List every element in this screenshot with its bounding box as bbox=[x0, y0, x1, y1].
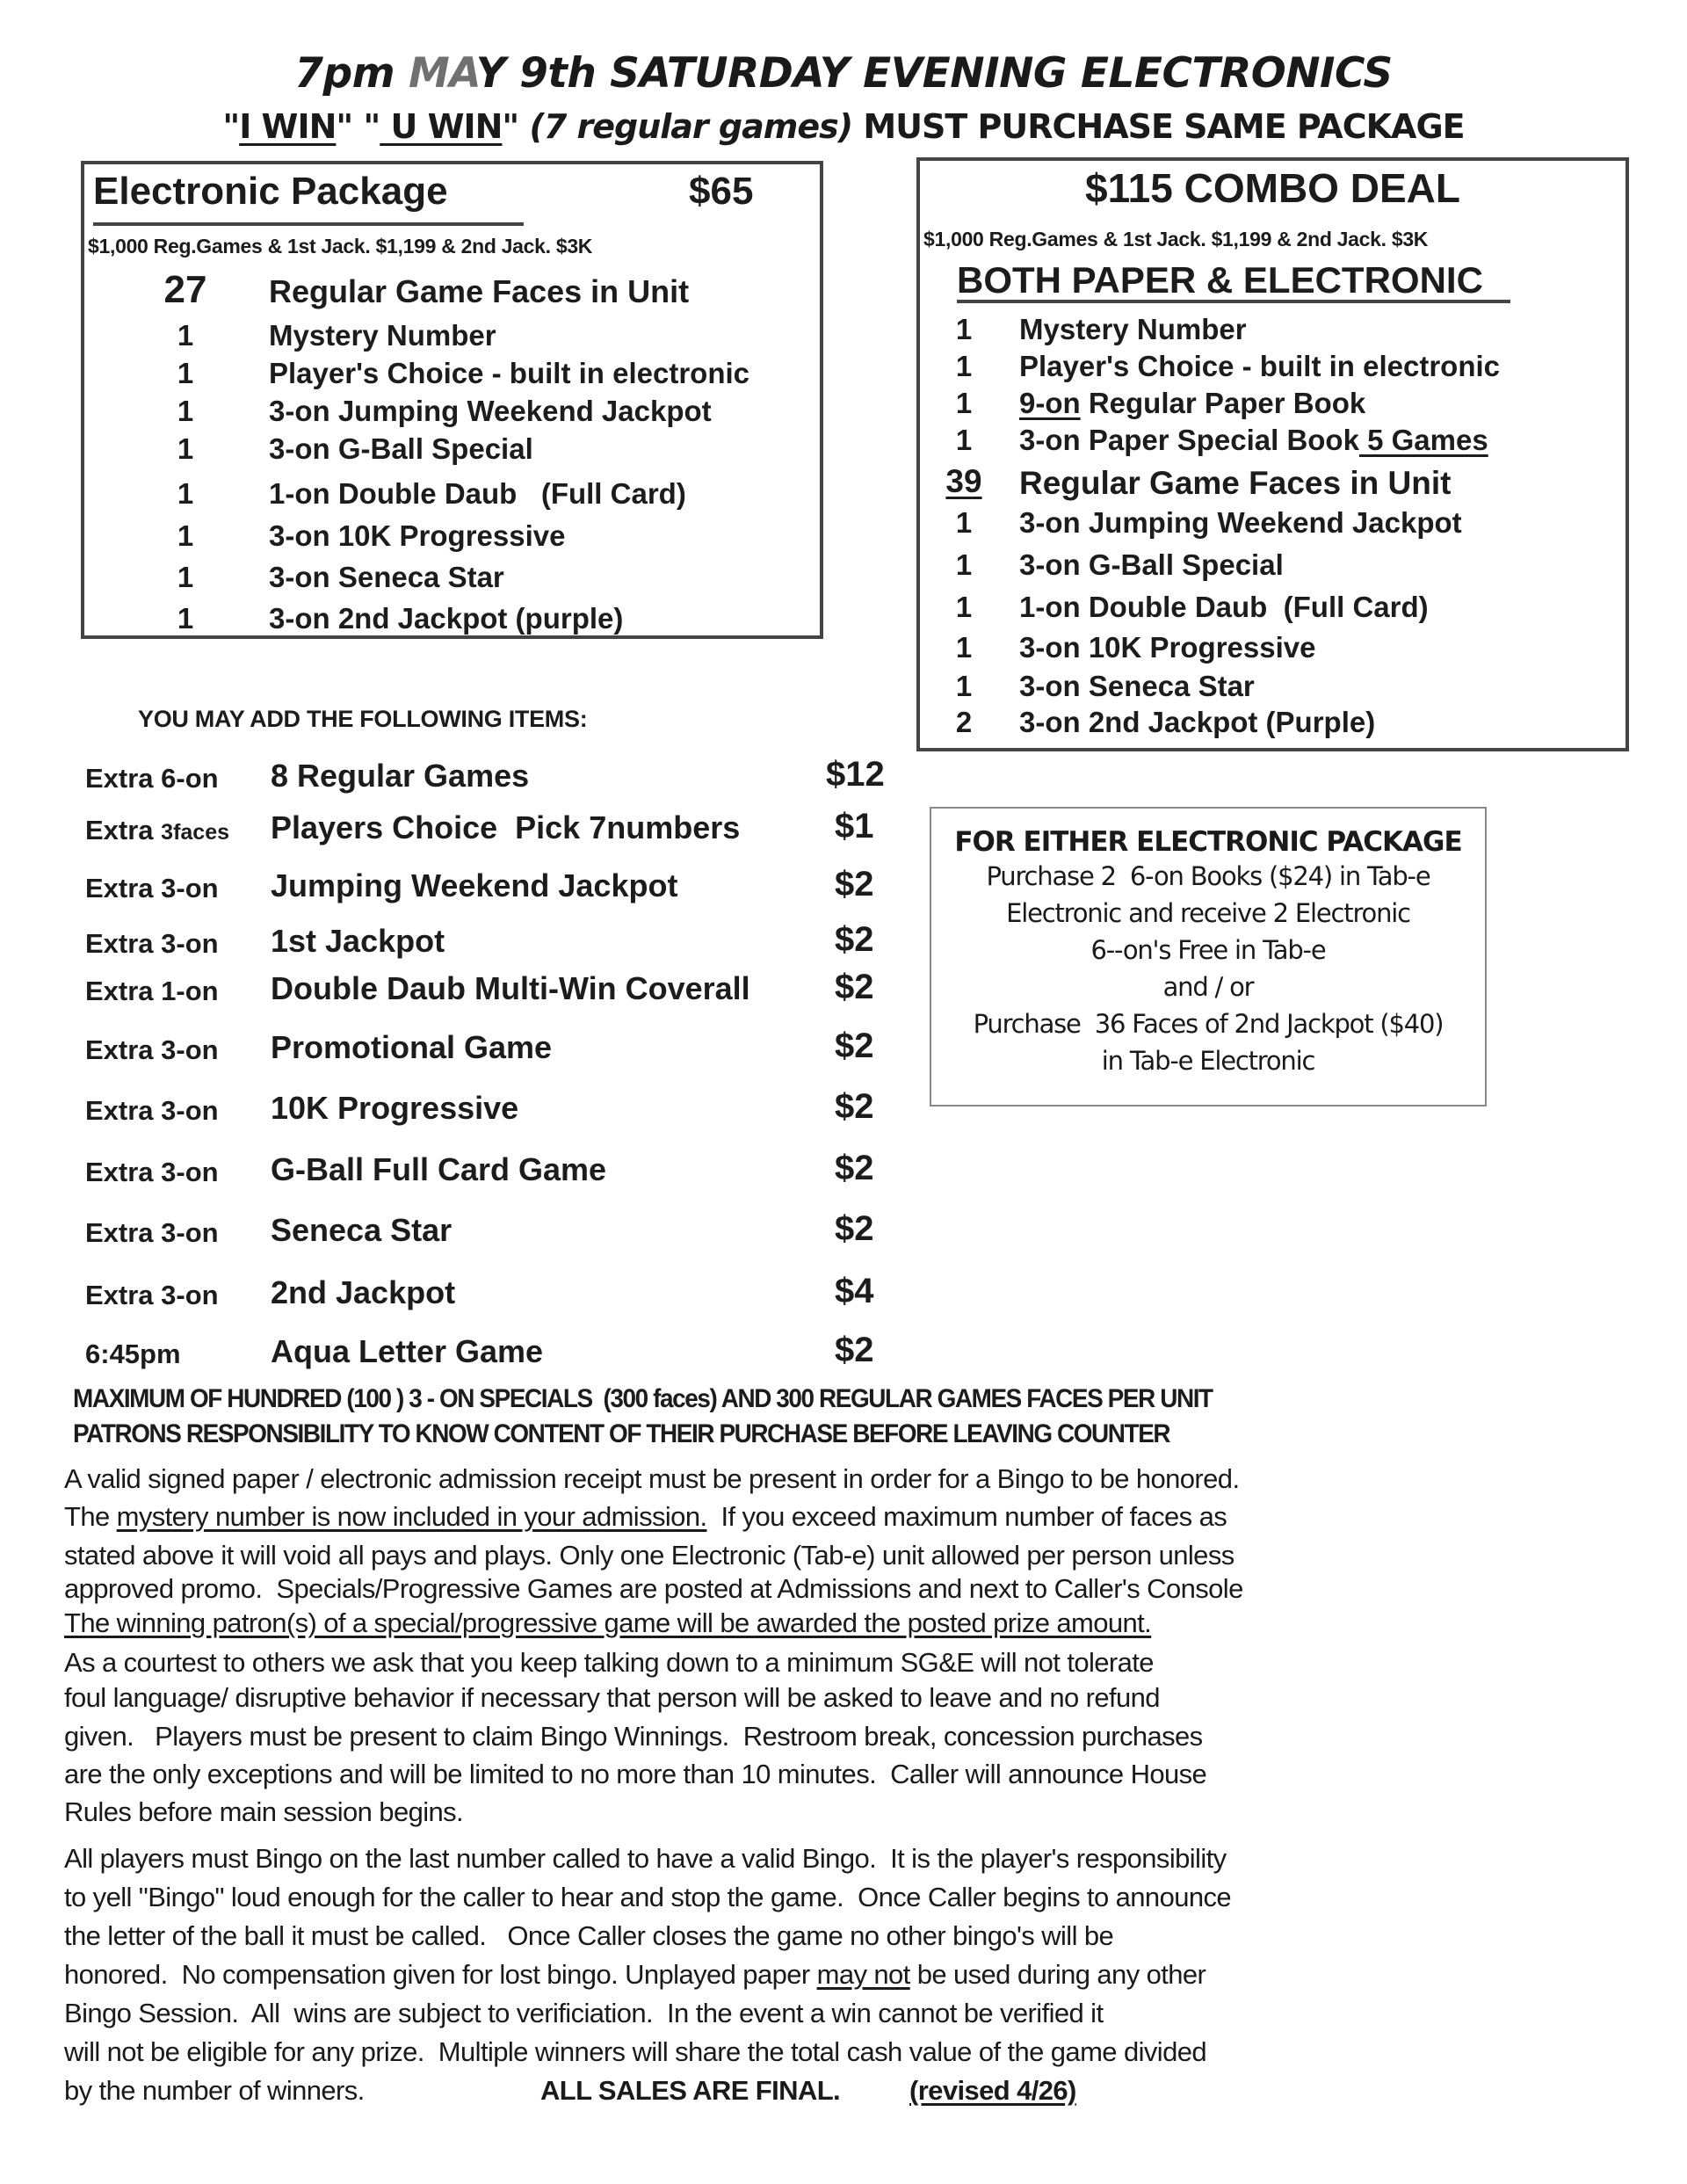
promo-line: Purchase 2 6-on Books ($24) in Tab-e bbox=[986, 861, 1430, 891]
rule-line: will not be eligible for any prize. Multiple winners will share the total cash value of the game divided bbox=[64, 2036, 1206, 2067]
combo-deal-title: $115 COMBO DEAL bbox=[1085, 165, 1460, 211]
both-heading-text: BOTH PAPER & ELECTRONIC bbox=[957, 259, 1483, 301]
addon-prefix: Extra 3-on bbox=[85, 928, 219, 959]
rule-line: to yell "Bingo" loud enough for the caller to hear and stop the game. Once Caller begins to announce bbox=[64, 1882, 1232, 1912]
addon-price: $2 bbox=[835, 1209, 874, 1248]
both-paper-electronic-heading bbox=[957, 259, 1510, 303]
item-desc: 3-on 10K Progressive bbox=[269, 519, 566, 552]
addon-name: Double Daub Multi-Win Coverall bbox=[271, 970, 750, 1006]
rule-text: The bbox=[64, 1501, 117, 1532]
item-desc bbox=[1019, 387, 1365, 420]
patron-responsibility-notice bbox=[73, 1419, 1169, 1449]
item-qty: 1 bbox=[955, 670, 973, 702]
addon-name: G-Ball Full Card Game bbox=[271, 1151, 607, 1187]
item-qty: 1 bbox=[955, 350, 973, 382]
item-qty: 1 bbox=[177, 357, 194, 389]
addon-price: $2 bbox=[835, 1027, 874, 1065]
revised-date: (revised 4/26) bbox=[909, 2075, 1076, 2106]
item-desc: 3-on Seneca Star bbox=[1019, 670, 1255, 702]
item-qty: 1 bbox=[177, 561, 194, 593]
electronic-package-title bbox=[93, 170, 448, 214]
addon-row bbox=[0, 867, 896, 911]
rule-line: are the only exceptions and will be limited to no more than 10 minutes. Caller will announce House bbox=[64, 1759, 1207, 1789]
item-qty: 1 bbox=[955, 506, 973, 539]
addon-row bbox=[0, 920, 896, 967]
addon-name: Players Choice Pick 7numbers bbox=[271, 809, 741, 845]
max-faces-text: MAXIMUM OF HUNDRED (100 ) 3 - ON SPECIALS (300 faces) AND 300 REGULAR GAMES FACES PER UNIT bbox=[73, 1384, 1213, 1413]
rule-line: Bingo Session. All wins are subject to verificiation. In the event a win cannot be verified it bbox=[64, 1998, 1104, 2028]
addon-prefix: 6:45pm bbox=[85, 1339, 181, 1369]
rule-line: approved promo. Specials/Progressive Games are posted at Admissions and next to Caller's Console bbox=[64, 1573, 1243, 1604]
quote-mark: " bbox=[222, 107, 240, 146]
regular-games-note: (7 regular games) bbox=[518, 107, 864, 146]
addon-name: 2nd Jackpot bbox=[271, 1274, 456, 1310]
i-win-label: I WIN bbox=[239, 107, 337, 146]
electronic-promo-box bbox=[930, 807, 1487, 1107]
item-desc: Mystery Number bbox=[1019, 313, 1247, 345]
addon-price: $12 bbox=[826, 755, 885, 794]
addon-name: Aqua Letter Game bbox=[271, 1333, 544, 1369]
addon-prefix: Extra 3-on bbox=[85, 1217, 219, 1248]
item-desc: Player's Choice - built in electronic bbox=[1019, 350, 1500, 382]
addon-name: 8 Regular Games bbox=[271, 758, 530, 794]
item-desc bbox=[1019, 424, 1488, 457]
promo-line: and / or bbox=[1162, 972, 1254, 1002]
item-desc: 3-on G-Ball Special bbox=[1019, 548, 1284, 581]
add-items-heading: YOU MAY ADD THE FOLLOWING ITEMS: bbox=[138, 706, 588, 732]
title-month-rest: Y bbox=[475, 49, 506, 98]
title-rest: 9th SATURDAY EVENING ELECTRONICS bbox=[519, 49, 1393, 98]
item-desc: Regular Game Faces in Unit bbox=[269, 273, 690, 309]
promo-line: in Tab-e Electronic bbox=[1101, 1046, 1315, 1076]
item-desc: 3-on Jumping Weekend Jackpot bbox=[1019, 506, 1462, 539]
item-qty: 1 bbox=[177, 319, 194, 352]
rule-line bbox=[64, 1501, 1227, 1533]
addon-row bbox=[0, 1151, 896, 1195]
item-qty: 1 bbox=[955, 548, 973, 581]
addon-prefix: Extra 6-on bbox=[85, 763, 219, 794]
item-desc: 1-on Double Daub (Full Card) bbox=[1019, 591, 1429, 623]
addon-prefix: Extra 3-on bbox=[85, 873, 219, 903]
addon-price: $1 bbox=[835, 807, 874, 845]
rule-text: honored. No compensation given for lost bingo. Unplayed paper bbox=[64, 1959, 817, 1990]
rule-line: the letter of the ball it must be called. Once Caller closes the game no other bingo's will be bbox=[64, 1920, 1114, 1951]
promo-heading: FOR EITHER ELECTRONIC PACKAGE bbox=[954, 826, 1462, 858]
item-desc: 1-on Double Daub (Full Card) bbox=[269, 477, 686, 510]
addon-row bbox=[0, 1274, 896, 1318]
page-title bbox=[0, 49, 1687, 98]
addon-prefix: Extra 3-on bbox=[85, 1157, 219, 1187]
item-qty: 1 bbox=[177, 477, 194, 510]
electronic-package-price: $65 bbox=[689, 170, 754, 213]
item-qty: 1 bbox=[955, 591, 973, 623]
item-desc: 3-on 10K Progressive bbox=[1019, 631, 1316, 664]
addon-row bbox=[0, 1209, 896, 1256]
title-month-edited: MA bbox=[408, 49, 476, 98]
addon-prefix: Extra 3-on bbox=[85, 1034, 219, 1065]
promo-line: 6--on's Free in Tab-e bbox=[1090, 935, 1326, 965]
item-qty: 39 bbox=[945, 463, 982, 499]
rule-line bbox=[64, 2075, 1076, 2107]
item-qty: 1 bbox=[955, 631, 973, 664]
rule-text: by the number of winners. bbox=[64, 2075, 365, 2106]
addon-prefix-small: 3faces bbox=[161, 820, 230, 845]
item-qty: 1 bbox=[177, 602, 194, 635]
mystery-number-underlined: mystery number is now included in your admission. bbox=[116, 1501, 707, 1532]
item-desc: Mystery Number bbox=[269, 319, 496, 352]
addon-name: Jumping Weekend Jackpot bbox=[271, 867, 678, 903]
addon-price: $4 bbox=[835, 1272, 874, 1310]
item-desc: 3-on 2nd Jackpot (purple) bbox=[269, 602, 624, 635]
addon-row bbox=[0, 970, 896, 1014]
addon-price: $2 bbox=[835, 1087, 874, 1126]
item-desc-text: 3-on Paper Special Book bbox=[1019, 424, 1359, 456]
item-desc: 3-on Seneca Star bbox=[269, 561, 504, 593]
item-desc: Player's Choice - built in electronic bbox=[269, 357, 749, 389]
item-desc-rest: Regular Paper Book bbox=[1080, 387, 1366, 419]
addon-row bbox=[0, 1087, 896, 1134]
addon-name: 1st Jackpot bbox=[271, 923, 445, 959]
addon-price: $2 bbox=[835, 968, 874, 1006]
promo-line: Purchase 36 Faces of 2nd Jackpot ($40) bbox=[973, 1009, 1444, 1039]
item-qty: 1 bbox=[177, 519, 194, 552]
rule-line bbox=[64, 1607, 1151, 1639]
promo-line: Electronic and receive 2 Electronic bbox=[1006, 898, 1410, 928]
addon-price: $2 bbox=[835, 920, 874, 959]
addon-name: 10K Progressive bbox=[271, 1090, 519, 1126]
rule-text: If you exceed maximum number of faces as bbox=[706, 1501, 1227, 1532]
rule-line: foul language/ disruptive behavior if necessary that person will be asked to leave and no refund bbox=[64, 1682, 1160, 1713]
quote-mark: " " bbox=[336, 107, 380, 146]
addon-price: $2 bbox=[835, 1331, 874, 1369]
addon-prefix-text: Extra bbox=[85, 815, 162, 845]
title-time: 7pm bbox=[294, 49, 395, 98]
winning-patron-underlined: The winning patron(s) of a special/progressive game will be awarded the posted prize amount. bbox=[64, 1607, 1152, 1638]
five-games-underlined: 5 Games bbox=[1358, 424, 1488, 456]
addon-prefix: Extra 3-on bbox=[85, 1280, 219, 1310]
item-qty: 1 bbox=[177, 432, 194, 465]
item-qty: 1 bbox=[955, 387, 973, 419]
addon-price: $2 bbox=[835, 1149, 874, 1187]
item-qty: 1 bbox=[177, 395, 194, 427]
addon-row bbox=[0, 1333, 896, 1377]
rule-line: given. Players must be present to claim Bingo Winnings. Restroom break, concession purchases bbox=[64, 1721, 1203, 1752]
item-qty: 1 bbox=[955, 424, 973, 456]
addon-name: Seneca Star bbox=[271, 1212, 453, 1248]
title-underline bbox=[93, 222, 524, 226]
electronic-package-title-text: Electronic Package bbox=[93, 170, 448, 213]
addon-prefix bbox=[85, 815, 229, 846]
prize-line: $1,000 Reg.Games & 1st Jack. $1,199 & 2nd Jack. $3K bbox=[88, 235, 593, 258]
combo-deal-box bbox=[916, 157, 1629, 751]
nine-on-underlined: 9-on bbox=[1019, 387, 1081, 419]
addon-row bbox=[0, 755, 896, 802]
addon-row bbox=[0, 1029, 896, 1073]
electronic-package-box bbox=[81, 161, 823, 639]
all-sales-final: ALL SALES ARE FINAL. bbox=[540, 2075, 841, 2106]
item-qty: 2 bbox=[955, 706, 973, 738]
item-qty: 1 bbox=[955, 313, 973, 345]
u-win-label: U WIN bbox=[380, 107, 503, 146]
prize-line: $1,000 Reg.Games & 1st Jack. $1,199 & 2nd Jack. $3K bbox=[923, 228, 1429, 250]
page-subtitle bbox=[0, 107, 1687, 146]
rule-text: be used during any other bbox=[909, 1959, 1206, 1990]
quote-mark: " bbox=[502, 107, 519, 146]
addon-price: $2 bbox=[835, 865, 874, 903]
rule-line: A valid signed paper / electronic admission receipt must be present in order for a Bingo to be honored. bbox=[64, 1463, 1240, 1494]
item-desc: 3-on 2nd Jackpot (Purple) bbox=[1019, 706, 1376, 738]
rule-line: As a courtest to others we ask that you keep talking down to a minimum SG&E will not tolerate bbox=[64, 1647, 1154, 1678]
rule-line: Rules before main session begins. bbox=[64, 1796, 464, 1827]
may-not-underlined: may not bbox=[816, 1959, 910, 1990]
same-package-note: MUST PURCHASE SAME PACKAGE bbox=[863, 107, 1465, 146]
item-desc: 3-on G-Ball Special bbox=[269, 432, 533, 465]
addon-prefix: Extra 1-on bbox=[85, 976, 219, 1006]
rule-line: stated above it will void all pays and plays. Only one Electronic (Tab-e) unit allowed per person unless bbox=[64, 1540, 1234, 1571]
addon-prefix: Extra 3-on bbox=[85, 1095, 219, 1126]
item-qty: 27 bbox=[163, 268, 207, 311]
addon-name: Promotional Game bbox=[271, 1029, 553, 1065]
rule-line bbox=[64, 1959, 1206, 1991]
item-desc: Regular Game Faces in Unit bbox=[1019, 465, 1452, 501]
patron-responsibility-text: PATRONS RESPONSIBILITY TO KNOW CONTENT OF THEIR PURCHASE BEFORE LEAVING COUNTER bbox=[73, 1419, 1170, 1448]
max-faces-notice bbox=[73, 1384, 1213, 1414]
rule-line: All players must Bingo on the last number called to have a valid Bingo. It is the player's responsibility bbox=[64, 1843, 1227, 1874]
item-desc: 3-on Jumping Weekend Jackpot bbox=[269, 395, 712, 427]
addon-row bbox=[0, 809, 896, 853]
